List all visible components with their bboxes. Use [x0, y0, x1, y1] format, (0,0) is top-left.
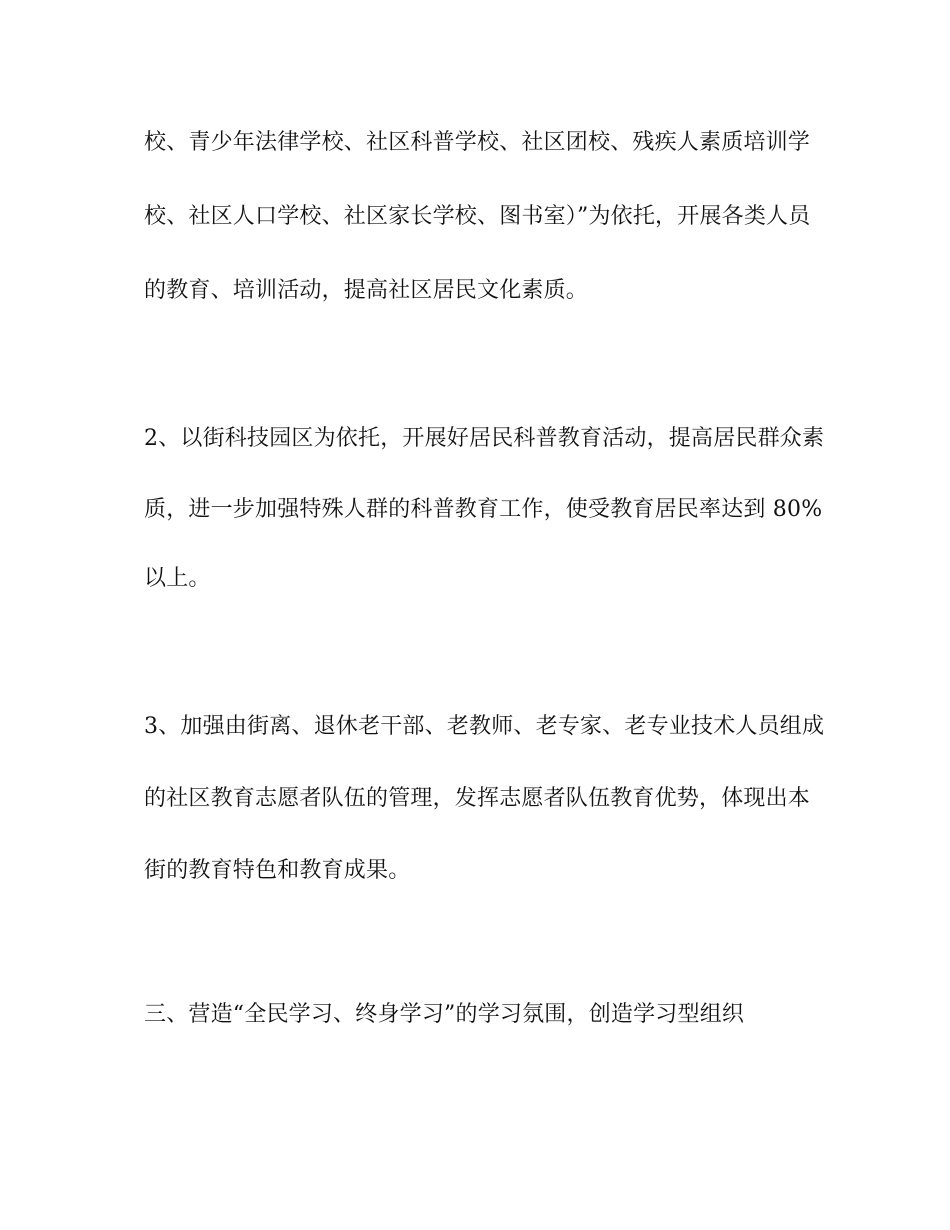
paragraph-line: 街的教育特色和教育成果。 — [144, 858, 411, 883]
paragraph-line: 3、加强由街离、退休老干部、老教师、老专家、老专业技术人员组成 — [144, 714, 825, 739]
paragraph-line: 校、青少年法律学校、社区科普学校、社区团校、残疾人素质培训学 — [144, 130, 811, 155]
paragraph-line: 2、以街科技园区为依托，开展好居民科普教育活动，提高居民群众素 — [144, 426, 825, 451]
paragraph-line: 的社区教育志愿者队伍的管理，发挥志愿者队伍教育优势，体现出本 — [144, 786, 811, 811]
section-heading: 三、营造“全民学习、终身学习”的学习氛围，创造学习型组织 — [144, 1002, 745, 1027]
paragraph-line: 校、社区人口学校、社区家长学校、图书室）”为依托，开展各类人员 — [144, 204, 811, 229]
paragraph-line: 以上。 — [144, 566, 211, 591]
paragraph-line: 质，进一步加强特殊人群的科普教育工作，使受教育居民率达到 80% — [144, 497, 823, 522]
paragraph-line: 的教育、培训活动，提高社区居民文化素质。 — [144, 278, 589, 303]
